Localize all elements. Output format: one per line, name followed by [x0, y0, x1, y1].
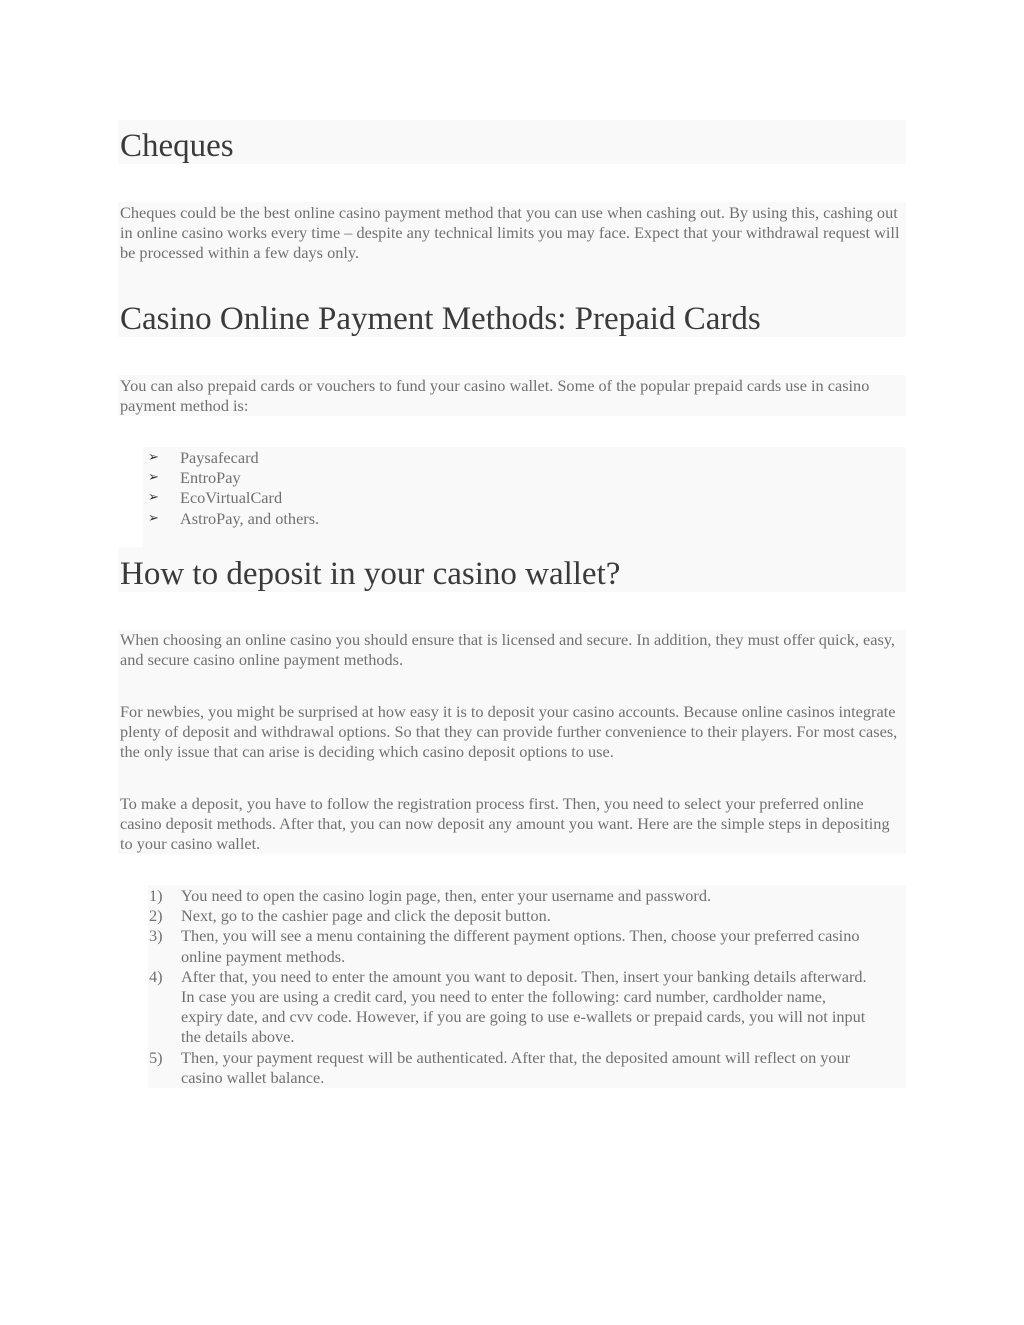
list-item: 2) Next, go to the cashier page and click the deposit button. [149, 906, 551, 926]
arrowhead-bullet-icon: ➢ [148, 490, 159, 506]
arrowhead-bullet-icon: ➢ [148, 510, 159, 526]
deposit-paragraph-2: For newbies, you might be surprised at how easy it is to deposit your casino accounts. Because online casinos integrate plenty of deposit and withdrawal options. So that they can provide further convenience to their players. For most cases, the only issue that can arise is deciding which casino deposit options to use. [120, 702, 898, 762]
list-item: 1) You need to open the casino login page, then, enter your username and password. [149, 886, 712, 905]
section-heading-deposit: How to deposit in your casino wallet? [120, 556, 621, 592]
cheques-paragraph: Cheques could be the best online casino payment method that you can use when cashing out. By using this, cashing out in online casino works every time – despite any technical limits you may face. Expect that your withdrawal request will be processed within a few days only. [120, 203, 900, 263]
deposit-paragraph-3: To make a deposit, you have to follow the registration process first. Then, you need to select your preferred online casino deposit methods. After that, you can now deposit any amount you want. Here are the simple steps in depositing to your casino wallet. [120, 794, 890, 854]
prepaid-cards-paragraph: You can also prepaid cards or vouchers to fund your casino wallet. Some of the popular prepaid cards use in casino payment method is: [120, 376, 870, 416]
list-item: 3) Then, you will see a menu containing the different payment options. Then, choose your preferred casino online payment methods. [149, 926, 860, 966]
list-item: 5) Then, your payment request will be authenticated. After that, the deposited amount will reflect on your casino wallet balance. [149, 1047, 851, 1087]
list-item: ➢ Paysafecard [148, 448, 259, 467]
deposit-paragraph-1: When choosing an online casino you should ensure that is licensed and secure. In addition, they must offer quick, easy, and secure casino online payment methods. [120, 630, 895, 670]
list-item: ➢ EntroPay [148, 468, 241, 488]
heading-band [118, 120, 906, 164]
arrowhead-bullet-icon: ➢ [148, 470, 159, 486]
arrowhead-bullet-icon: ➢ [148, 450, 159, 465]
prepaid-cards-list [148, 448, 319, 529]
section-heading-cheques: Cheques [120, 128, 234, 164]
deposit-steps-list [149, 886, 869, 1088]
list-item: 4) After that, you need to enter the amount you want to deposit. Then, insert your banking details afterward. In case you are using a credit card, you need to enter the following: card number, cardholder name, expiry date, and cvv code. However, if you are going to use e-wallets or prepaid cards, you will not input the details above. [149, 966, 867, 1047]
list-item: ➢ AstroPay, and others. [148, 508, 320, 528]
list-item: ➢ EcoVirtualCard [148, 488, 283, 508]
section-heading-prepaid-cards: Casino Online Payment Methods: Prepaid Cards [120, 301, 761, 337]
